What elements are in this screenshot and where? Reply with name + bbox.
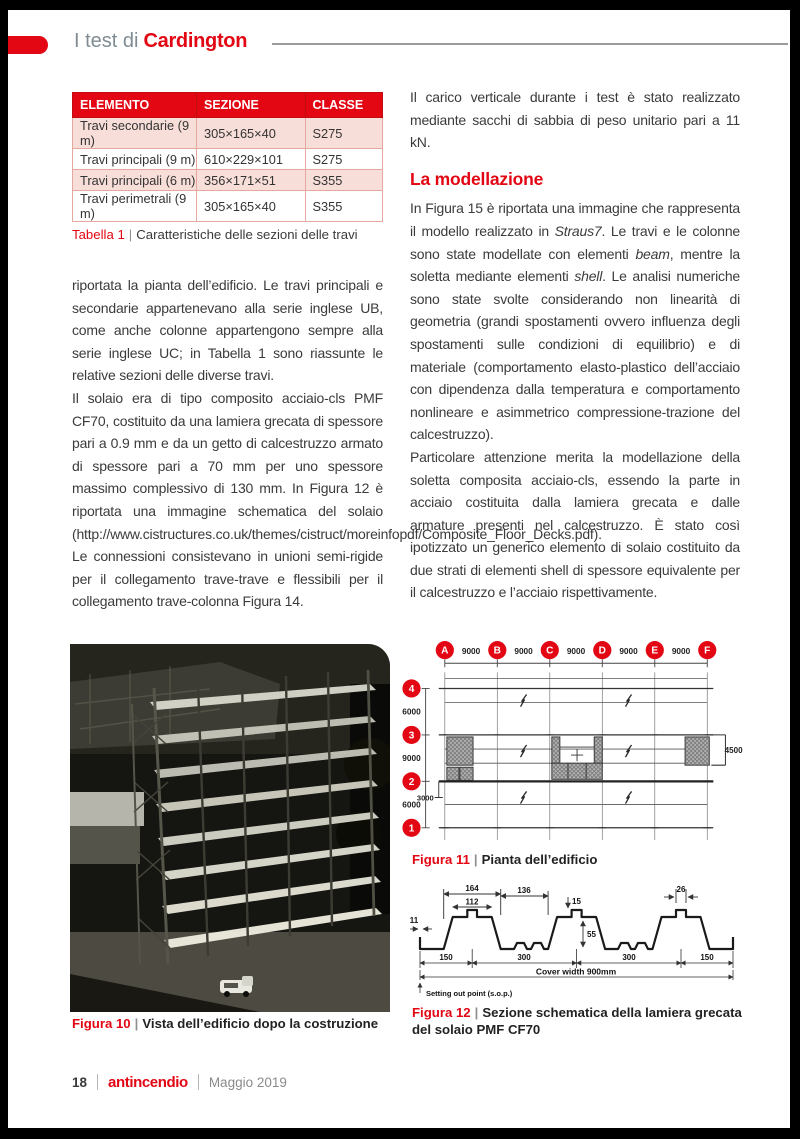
- caption-separator: |: [134, 1016, 139, 1031]
- footer-separator: [198, 1074, 199, 1090]
- svg-text:11: 11: [409, 916, 419, 925]
- svg-text:9000: 9000: [619, 647, 638, 657]
- svg-text:4500: 4500: [724, 746, 743, 756]
- page-title: [74, 30, 247, 53]
- page-corner-tab: [8, 36, 48, 54]
- svg-text:4: 4: [408, 684, 415, 696]
- figure-12-caption: [412, 1004, 742, 1038]
- caption-separator: |: [474, 1005, 479, 1020]
- building-plan-drawing: [400, 638, 744, 852]
- svg-text:300: 300: [622, 953, 636, 962]
- figure-10-photo: [70, 644, 390, 1012]
- cell: Travi principali (9 m): [73, 149, 197, 170]
- svg-text:3: 3: [408, 730, 415, 742]
- col-header-elemento: ELEMENTO: [73, 93, 197, 118]
- steel-deck-profile: [420, 910, 733, 949]
- footer-separator: [97, 1074, 98, 1090]
- cell: S275: [305, 118, 383, 149]
- svg-text:B: B: [493, 645, 501, 657]
- cell: 610×229×101: [197, 149, 306, 170]
- table-caption-text: Caratteristiche delle sezioni delle travi: [136, 227, 358, 242]
- left-extent-line: [422, 688, 430, 827]
- page-title-emphasis: Cardington: [143, 30, 248, 52]
- svg-text:F: F: [704, 645, 711, 657]
- table-row: [73, 191, 383, 222]
- svg-text:6000: 6000: [402, 707, 421, 717]
- cell: 305×165×40: [197, 191, 306, 222]
- paragraph: riportata la pianta dell’edificio. Le travi principali e secondarie appartenevano alla serie inglese UB, come anche colonne appartengono sempre alla serie inglese UC; in Tabella 1 sono riassunte le relative sezioni delle diverse travi.: [72, 277, 383, 384]
- cell: Travi secondarie (9 m): [73, 118, 197, 149]
- svg-text:164: 164: [465, 884, 479, 893]
- figure-11-plan: [400, 638, 744, 857]
- stair-core-hatched: [447, 737, 709, 780]
- svg-text:Cover width 900mm: Cover width 900mm: [535, 966, 617, 977]
- figure-10-label: Figura 10: [72, 1016, 131, 1031]
- cell: Travi perimetrali (9 m): [73, 191, 197, 222]
- paragraph: Particolare attenzione merita la modellazione della soletta composita acciaio-cls, essendo la parte in acciaio costituita dalla lamiera grecata e dalle armature presenti nel calcestruzzo. È stato così ipotizzato un generico elemento di solaio costituito da due strati di elementi shell di spessore equivalente per il calcestruzzo e l’acciaio rispettivamente.: [410, 448, 740, 601]
- page: [8, 10, 790, 1128]
- svg-text:6000: 6000: [402, 800, 421, 810]
- top-dimension-line: [445, 659, 707, 667]
- svg-text:9000: 9000: [402, 754, 421, 764]
- paragraph: Il solaio era di tipo composito acciaio-cls PMF CF70, costituito da una lamiera grecata di spessore pari a 0.9 mm e da un getto di calcestruzzo armato di spessore pari a 70 mm per uno spessore massimo complessivo di 130 mm. In Figura 12 è riportata una immagine schematica del solaio (http://www.cistructures.co.uk/themes/cistruct/moreinfopdf/Composite_Floor_Decks.pdf).: [72, 389, 602, 542]
- cell: Travi principali (6 m): [73, 170, 197, 191]
- deck-profile-drawing: [406, 876, 740, 1000]
- table-row: [73, 149, 383, 170]
- right-body-text: [410, 86, 740, 604]
- sop-label: Setting out point (s.o.p.): [426, 989, 513, 998]
- svg-text:1: 1: [408, 823, 415, 835]
- svg-text:9000: 9000: [514, 647, 533, 657]
- figure-10-caption: [72, 1016, 402, 1031]
- cell: 356×171×51: [197, 170, 306, 191]
- floor-beam-lines: [439, 678, 714, 827]
- beam-sections-table: [72, 92, 383, 222]
- svg-text:136: 136: [517, 886, 531, 895]
- issue-date: Maggio 2019: [208, 1074, 287, 1090]
- figure-10-text: Vista dell’edificio dopo la costruzione: [142, 1016, 379, 1031]
- page-number: 18: [72, 1074, 88, 1090]
- svg-text:26: 26: [676, 885, 686, 894]
- svg-text:3000: 3000: [416, 793, 434, 803]
- cell: S355: [305, 191, 383, 222]
- dim-3000: [417, 781, 443, 802]
- svg-text:C: C: [546, 645, 554, 657]
- svg-text:E: E: [651, 645, 659, 657]
- figure-11-caption: [412, 852, 742, 867]
- caption-separator: |: [473, 852, 478, 867]
- table-row: [73, 118, 383, 149]
- svg-text:9000: 9000: [566, 647, 586, 657]
- right-column: [410, 86, 740, 604]
- svg-text:150: 150: [439, 953, 453, 962]
- cell: S355: [305, 170, 383, 191]
- svg-text:2: 2: [408, 776, 415, 788]
- svg-text:112: 112: [465, 897, 479, 907]
- grid-intersection-ticks: [441, 688, 712, 827]
- figure-11-label: Figura 11: [412, 852, 470, 867]
- page-footer: [72, 1072, 287, 1092]
- paragraph: Il carico verticale durante i test è stato realizzato mediante sacchi di sabbia di peso unitario pari a 11 kN.: [410, 89, 740, 151]
- section-heading: La modellazione: [410, 168, 544, 189]
- page-title-prefix: I test di: [74, 30, 139, 52]
- svg-text:150: 150: [700, 953, 714, 962]
- svg-text:300: 300: [517, 953, 531, 962]
- background-building: [70, 792, 144, 826]
- figure-12-text-line2: del solaio PMF CF70: [412, 1022, 541, 1037]
- table-caption: [72, 227, 383, 242]
- table-row: [73, 170, 383, 191]
- svg-text:D: D: [598, 645, 606, 657]
- col-header-sezione: SEZIONE: [197, 93, 306, 118]
- svg-text:9000: 9000: [671, 647, 691, 657]
- figure-12-label: Figura 12: [412, 1005, 471, 1020]
- cell: 305×165×40: [197, 118, 306, 149]
- dim-4500: [711, 735, 743, 765]
- figure-12-deck-section: [406, 876, 740, 1005]
- svg-text:A: A: [441, 645, 449, 657]
- figure-11-text: Pianta dell’edificio: [481, 852, 598, 867]
- header-rule: [272, 43, 788, 45]
- col-header-classe: CLASSE: [305, 93, 383, 118]
- magazine-brand: antincendio: [108, 1073, 188, 1091]
- column-grid-lines: [445, 672, 707, 840]
- table-header-row: [73, 93, 383, 118]
- table-caption-label: Tabella 1: [72, 227, 125, 242]
- paragraph: In Figura 15 è riportata una immagine che rappresenta il modello realizzato in Straus7. Le travi e le colonne sono state modellate con elementi beam, mentre la soletta mediante elementi shell. Le analisi numeriche sono state svolte considerando non linearità di geometria (grandi spostamenti ovvero influenza degli spostamenti sulle condizioni di equilibrio) e di materiale (comportamento elasto-plastico dell’acciaio con dipendenza dalla temperatura e comportamento nonlineare e asimmetrico compressione-trazione del calcestruzzo).: [410, 200, 740, 443]
- figure-12-text-line1: Sezione schematica della lamiera grecata: [482, 1005, 742, 1020]
- construction-photo: [70, 644, 390, 1012]
- svg-text:55: 55: [587, 930, 596, 939]
- svg-text:9000: 9000: [461, 647, 481, 657]
- svg-text:15: 15: [572, 897, 581, 906]
- cell: S275: [305, 149, 383, 170]
- paragraph: Le connessioni consistevano in unioni semi-rigide per il collegamento trave-trave e flessibili per il collegamento trave-colonna Figura 14.: [72, 548, 383, 610]
- caption-separator: |: [128, 227, 133, 242]
